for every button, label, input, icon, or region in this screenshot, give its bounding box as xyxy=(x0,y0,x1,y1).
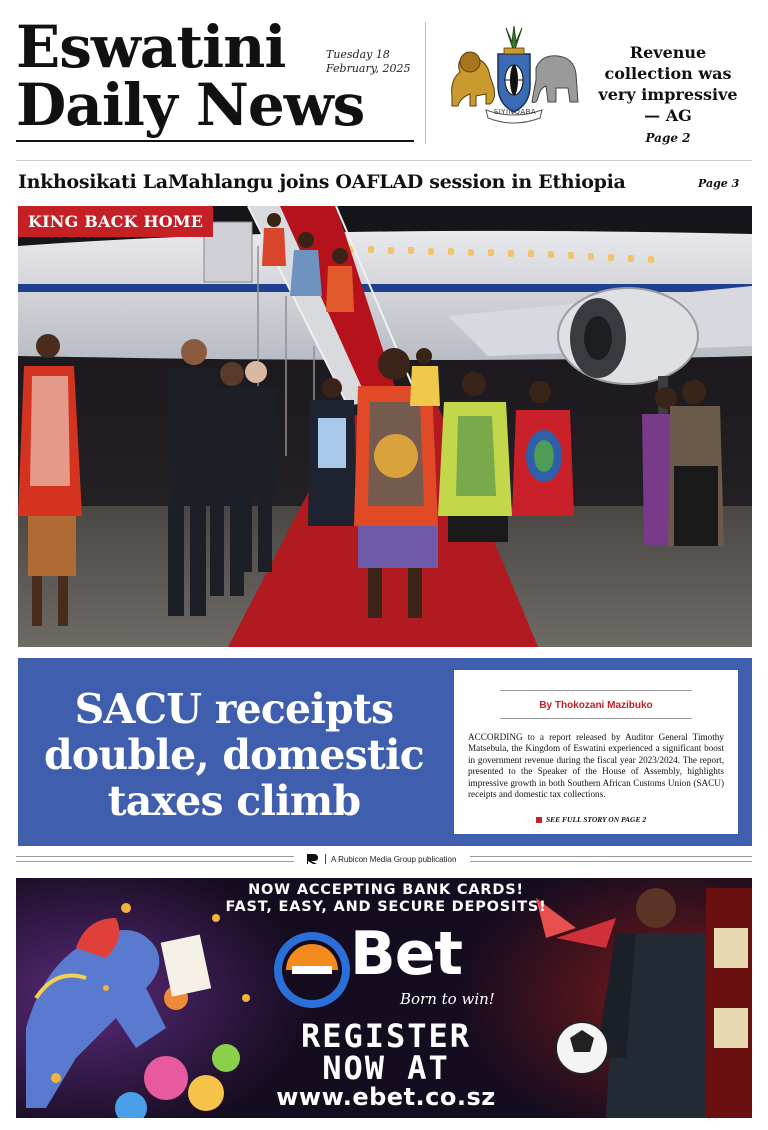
publication-separator xyxy=(325,854,326,864)
issue-date-line-1: Tuesday 18 xyxy=(326,48,390,61)
teaser-headline[interactable]: Revenue collection was very impressive — AG xyxy=(598,43,738,125)
ad-top-line-2: FAST, EASY, AND SECURE DEPOSITS! xyxy=(225,899,547,915)
issue-date xyxy=(326,48,416,76)
ad-top-copy xyxy=(166,882,606,916)
masthead-divider xyxy=(425,22,426,144)
lead-story-headline[interactable]: SACU receipts double, domestic taxes climb xyxy=(44,685,424,825)
masthead-bottom-rule xyxy=(16,160,752,161)
teaser-page-ref: Page 2 xyxy=(645,131,691,145)
title-line-2: Daily News xyxy=(16,71,365,139)
ebet-advertisement[interactable] xyxy=(16,878,752,1118)
lead-story-summary-box xyxy=(454,670,738,834)
ad-top-line-1: NOW ACCEPTING BANK CARDS! xyxy=(248,882,524,898)
hero-photo-illustration xyxy=(18,206,752,647)
title-line-1: Eswatini xyxy=(16,13,286,81)
byline-rule-bottom xyxy=(500,718,692,719)
secondary-headline[interactable]: Inkhosikati LaMahlangu joins OAFLAD session in Ethiopia xyxy=(18,171,626,193)
see-full-story-link[interactable] xyxy=(536,815,646,824)
hero-photo[interactable] xyxy=(18,206,752,647)
lead-story[interactable] xyxy=(18,658,752,846)
rubicon-logo-icon xyxy=(306,853,320,865)
publication-credit xyxy=(306,853,456,865)
ebet-brand-name: Bet xyxy=(350,919,463,989)
lead-story-byline: By Thokozani Mazibuko xyxy=(539,700,653,711)
issue-date-line-2: February, 2025 xyxy=(326,62,411,75)
publication-line xyxy=(16,851,752,869)
masthead xyxy=(0,0,768,160)
secondary-page-ref: Page 3 xyxy=(698,177,740,190)
hero-label: KING BACK HOME xyxy=(18,206,213,237)
byline-rule-top xyxy=(500,690,692,691)
publication-credit-text: A Rubicon Media Group publication xyxy=(331,854,457,864)
see-full-story-text: SEE FULL STORY ON PAGE 2 xyxy=(546,815,647,824)
lead-story-body: ACCORDING to a report released by Auditor General Timothy Matsebula, the Kingdom of Eswatini experienced a significant boost in government revenue during the fiscal year 2023/2024. The report, presented to the Speaker of the House of Assembly, highlights impressive growth in both Southern African Customs Union (SACU) receipts and domestic tax collections. xyxy=(468,732,724,800)
masthead-rule xyxy=(16,140,414,142)
ad-register-cta xyxy=(226,1017,546,1087)
publication-rule-right xyxy=(470,856,752,862)
ad-url-link[interactable]: www.ebet.co.sz xyxy=(276,1083,496,1111)
crest-motto: SIYINQABA xyxy=(493,108,537,116)
ebet-tagline: Born to win! xyxy=(400,990,495,1008)
red-square-icon xyxy=(536,817,542,823)
newspaper-title[interactable] xyxy=(16,13,416,139)
ad-register-line-1: REGISTER xyxy=(300,1017,472,1055)
publication-rule-left xyxy=(16,856,294,862)
ad-register-line-2: NOW AT xyxy=(322,1049,450,1087)
